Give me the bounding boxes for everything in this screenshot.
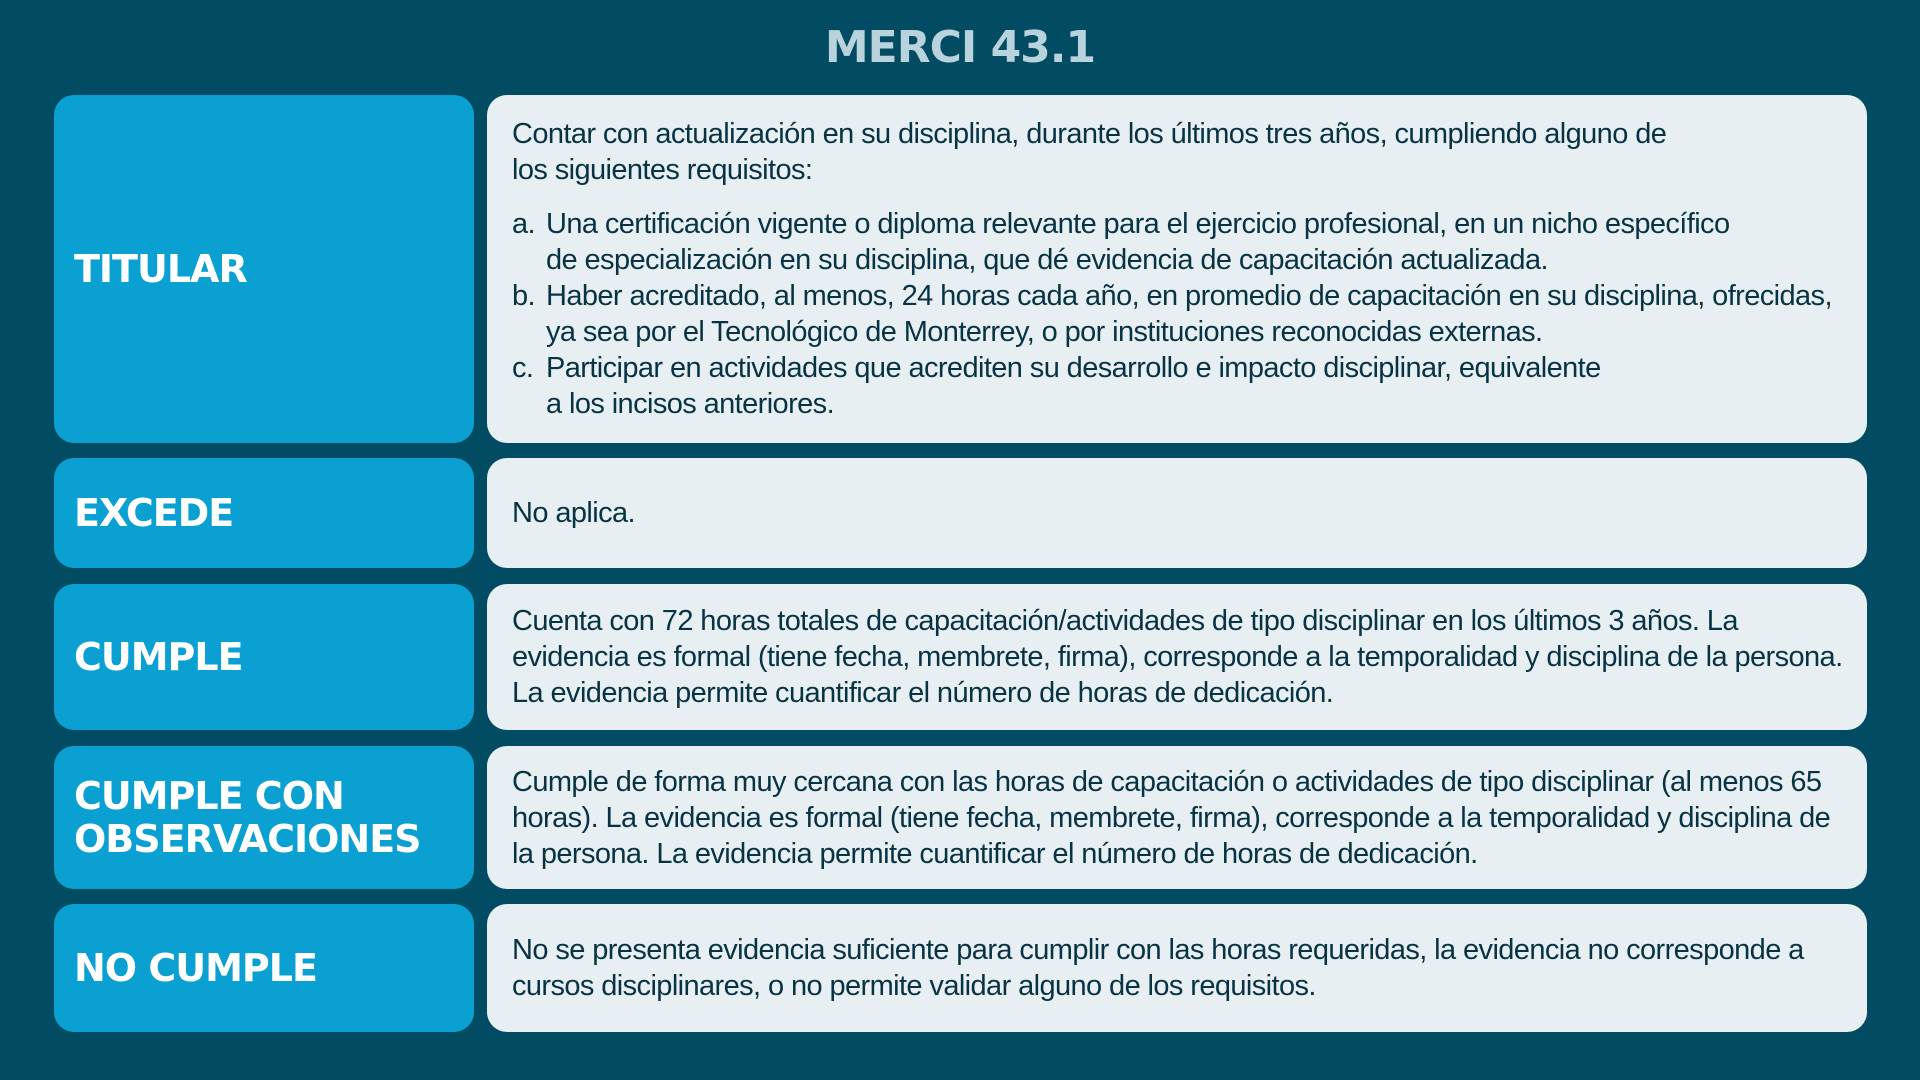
table-row-cumple	[54, 584, 1867, 730]
requirements-list	[512, 206, 1855, 422]
list-item	[512, 206, 1855, 278]
list-item	[512, 350, 1855, 422]
list-item	[512, 278, 1855, 350]
row-label-titular: TITULAR	[54, 95, 474, 443]
row-label-cumple-con-observaciones: CUMPLE CON OBSERVACIONES	[54, 746, 474, 889]
cumple-text: Cuenta con 72 horas totales de capacitación/actividades de tipo disciplinar en los últimos 3 años. La evidencia es formal (tiene fecha, membrete, firma), corresponde a la temporalidad y disciplina de la persona. La evidencia permite cuantificar el número de horas de dedicación.	[512, 605, 1843, 709]
requirement-letter: b.	[512, 280, 535, 312]
requirement-letter: a.	[512, 208, 535, 240]
table-row-titular	[54, 95, 1867, 443]
row-label-cumple: CUMPLE	[54, 584, 474, 730]
row-description-excede	[487, 458, 1867, 568]
requirement-text: Haber acreditado, al menos, 24 horas cada año, en promedio de capacitación en su disciplina, ofrecidas, ya sea por el Tecnológico de Monterrey, o por instituciones reconocidas externas.	[546, 280, 1832, 348]
titular-intro: Contar con actualización en su disciplina, durante los últimos tres años, cumpliendo alguno de los siguientes requisitos:	[512, 118, 1667, 186]
page-title: MERCI 43.1	[824, 22, 1096, 73]
table-row-no-cumple	[54, 904, 1867, 1032]
no-cumple-text: No se presenta evidencia suficiente para cumplir con las horas requeridas, la evidencia no corresponde a cursos disciplinares, o no permite validar alguno de los requisitos.	[512, 934, 1804, 1002]
row-description-no-cumple	[487, 904, 1867, 1032]
requirement-letter: c.	[512, 352, 534, 384]
row-description-titular	[487, 95, 1867, 443]
row-description-cumple	[487, 584, 1867, 730]
row-label-excede: EXCEDE	[54, 458, 474, 568]
cumple-con-observaciones-text: Cumple de forma muy cercana con las horas de capacitación o actividades de tipo disciplinar (al menos 65 horas). La evidencia es formal (tiene fecha, membrete, firma), corresponde a la temporalidad y disciplina de la persona. La evidencia permite cuantificar el número de horas de dedicación.	[512, 765, 1831, 870]
table-row-cumple-con-observaciones	[54, 746, 1867, 889]
requirement-text: Participar en actividades que acrediten su desarrollo e impacto disciplinar, equivalente a los incisos anteriores.	[546, 352, 1601, 420]
table-row-excede	[54, 458, 1867, 568]
excede-text: No aplica.	[512, 497, 635, 529]
requirement-text: Una certificación vigente o diploma relevante para el ejercicio profesional, en un nicho específico de especialización en su disciplina, que dé evidencia de capacitación actualizada.	[546, 208, 1730, 276]
row-description-cumple-con-observaciones	[487, 746, 1867, 889]
row-label-no-cumple: NO CUMPLE	[54, 904, 474, 1032]
